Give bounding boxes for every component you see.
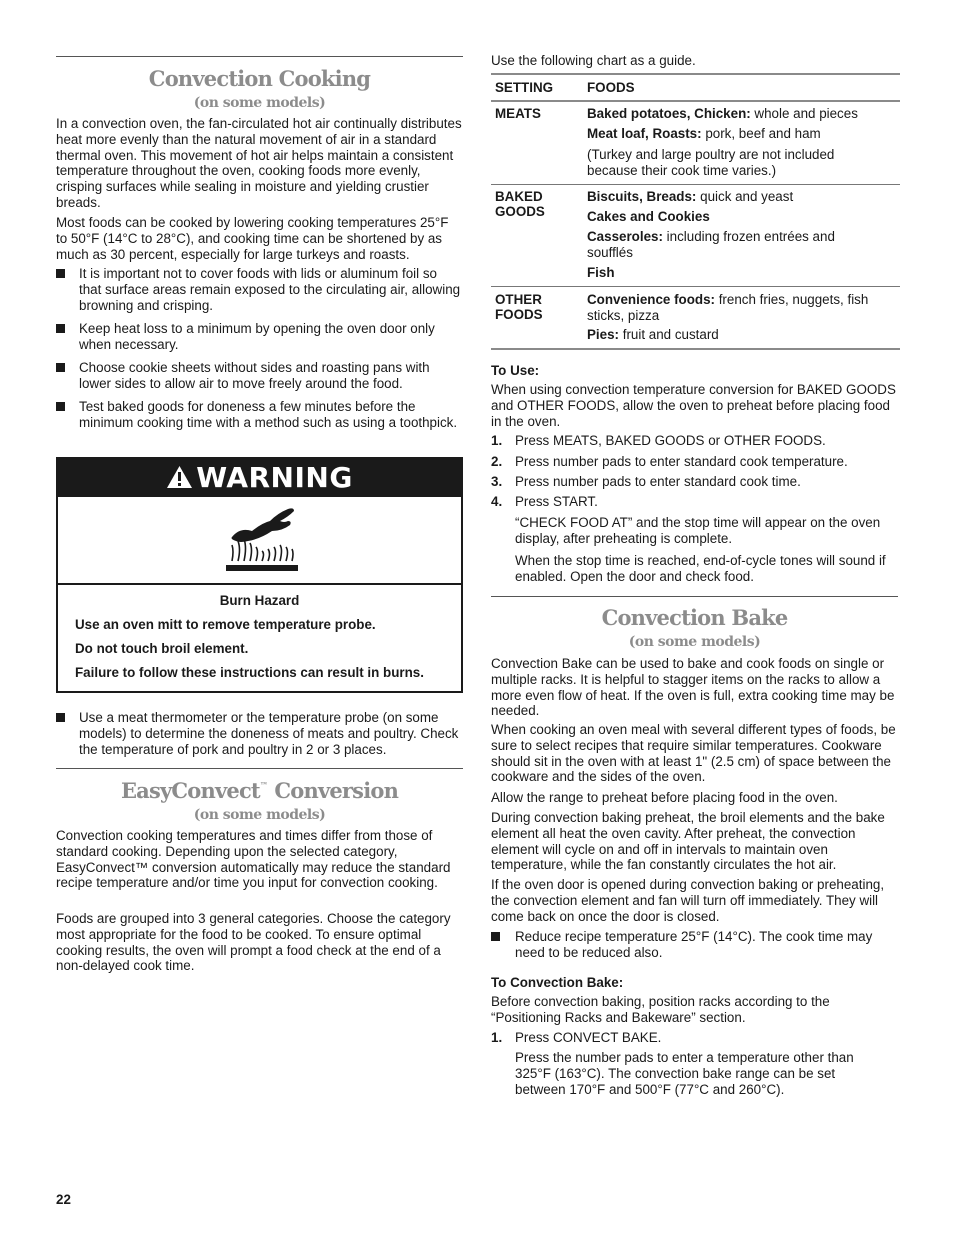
paragraph: Most foods can be cooked by lowering cooking temperatures 25°F to 50°F (14°C to 28°C), and cooking time can be shortened by as much as 30 percent, especially for large turkeys and roasts. <box>56 215 449 262</box>
food-detail: french fries, nuggets, fish sticks, pizza <box>587 292 869 323</box>
warning-pictogram-frame <box>58 497 461 585</box>
foods-item <box>587 126 899 142</box>
bullet-text: Test baked goods for doneness a few minutes before the minimum cooking time with a method such as using a toothpick. <box>79 399 458 430</box>
foods-item <box>587 147 877 179</box>
section-subtitle: (on some models) <box>628 634 761 650</box>
bullet-icon <box>56 360 66 370</box>
step-note: Press the number pads to enter a temperature other than 325°F (163°C). The convection bake range can be set between 170°F and 500°F (77°C and 260°C). <box>515 1050 854 1097</box>
section-subtitle: (on some models) <box>193 95 326 111</box>
hot-surface-hand-icon <box>222 507 302 573</box>
food-label: Baked potatoes, Chicken: <box>587 106 751 121</box>
foods-item <box>587 265 899 281</box>
food-label: Pies: <box>587 327 620 342</box>
foods-item <box>587 327 899 343</box>
page-number: 22 <box>56 1192 71 1207</box>
setting-cell: GOODS <box>495 204 545 219</box>
bullet-icon <box>56 266 66 276</box>
table-header-setting: SETTING <box>495 80 554 95</box>
food-label: Fish <box>587 265 615 280</box>
warning-triangle-icon <box>166 465 193 489</box>
paragraph: During convection baking preheat, the broil elements and the bake element all heat the oven cavity. After preheat, the convection element will cycle on and off in intervals to maintain oven temperature, while the fan constantly circulates the hot air. <box>491 810 885 873</box>
table-rule <box>491 286 900 287</box>
bullet-text: Use a meat thermometer or the temperature probe (on some models) to determine the doneness of meats and poultry. Check the temperature of pork and poultry in 2 or 3 places. <box>79 710 459 757</box>
paragraph: Before convection baking, position racks according to the “Positioning Racks and Bakeware” section. <box>491 994 830 1025</box>
warning-box <box>56 457 463 693</box>
foods-item <box>587 189 899 205</box>
section-rule <box>491 596 898 597</box>
table-bottom-rule <box>491 348 900 350</box>
setting-cell: FOODS <box>495 307 543 322</box>
bullet-text: Choose cookie sheets without sides and roasting pans with lower sides to allow air to move freely around the food. <box>79 360 430 391</box>
step-number: 4. <box>491 494 503 509</box>
food-detail: fruit and custard <box>619 327 719 342</box>
paragraph: Allow the range to preheat before placing food in the oven. <box>491 790 838 805</box>
table-rule <box>491 184 900 185</box>
bullet-icon <box>491 929 501 939</box>
table-rule <box>491 100 900 102</box>
section-title-convection-bake: Convection Bake <box>601 605 788 630</box>
step-text: Press CONVECT BAKE. <box>515 1030 662 1045</box>
step-text: Press MEATS, BAKED GOODS or OTHER FOODS. <box>515 433 826 448</box>
step-text: Press START. <box>515 494 598 509</box>
warning-word: WARNING <box>196 461 353 494</box>
bullet-text: Keep heat loss to a minimum by opening the oven door only when necessary. <box>79 321 435 352</box>
warning-line: Failure to follow these instructions can result in burns. <box>75 665 424 680</box>
table-header-foods: FOODS <box>587 80 635 95</box>
warning-line: Use an oven mitt to remove temperature probe. <box>75 617 376 632</box>
step-number: 2. <box>491 454 503 469</box>
foods-item <box>587 292 899 324</box>
step-number: 3. <box>491 474 503 489</box>
setting-cell: OTHER <box>495 292 542 307</box>
warning-line: Do not touch broil element. <box>75 641 249 656</box>
top-rule-left <box>56 56 463 57</box>
setting-cell: BAKED <box>495 189 543 204</box>
section-title-convection-cooking: Convection Cooking <box>148 66 371 91</box>
to-use-heading: To Use: <box>491 363 540 378</box>
food-label: Cakes and Cookies <box>587 209 710 224</box>
step-text: Press number pads to enter standard cook time. <box>515 474 801 489</box>
paragraph: Convection Bake can be used to bake and cook foods on single or multiple racks. It is helpful to stagger items on the racks to allow a more even flow of heat. If the oven is full, extra cooking time may be needed. <box>491 656 895 719</box>
food-label: Biscuits, Breads: <box>587 189 697 204</box>
food-detail: whole and pieces <box>750 106 858 121</box>
section-title-easyconvect <box>56 779 463 803</box>
paragraph: Foods are grouped into 3 general categories. Choose the category most appropriate for the food to be cooked. To ensure optimal cooking results, the oven will prompt a food check at the end of a non-delayed cook time. <box>56 911 451 974</box>
section-subtitle: (on some models) <box>193 807 326 823</box>
table-top-rule <box>491 73 900 75</box>
trademark: ™ <box>259 780 268 790</box>
step-note: When the stop time is reached, end-of-cycle tones will sound if enabled. Open the door and check food. <box>515 553 886 584</box>
bullet-icon <box>56 321 66 331</box>
paragraph: In a convection oven, the fan-circulated hot air continually distributes heat more evenly than the natural movement of air in a standard thermal oven. This movement of hot air helps maintain a consistent temperature throughout the oven, cooking foods more evenly, crisping surfaces while sealing in moisture and yielding crustier breads. <box>56 116 462 210</box>
foods-item <box>587 106 899 122</box>
warning-heading <box>58 461 461 495</box>
food-label: Meat loaf, Roasts: <box>587 126 702 141</box>
bullet-icon <box>56 399 66 409</box>
food-detail: (Turkey and large poultry are not included because their cook time varies.) <box>587 147 835 178</box>
foods-item <box>587 209 899 225</box>
paragraph: If the oven door is opened during convection baking or preheating, the convection element and fan will turn off immediately. They will come back on once the door is closed. <box>491 877 885 924</box>
step-number: 1. <box>491 1030 503 1045</box>
foods-item <box>587 229 862 261</box>
chart-intro: Use the following chart as a guide. <box>491 53 696 68</box>
title-part: Conversion <box>267 778 399 803</box>
warning-header <box>58 459 461 497</box>
title-part: EasyConvect <box>120 778 260 803</box>
bullet-text: Reduce recipe temperature 25°F (14°C). The cook time may need to be reduced also. <box>515 929 873 960</box>
food-label: Convenience foods: <box>587 292 715 307</box>
paragraph: When cooking an oven meal with several different types of foods, be sure to select recipes that require similar temperatures. Cookware should sit in the oven with at least 1" (2.5 cm) of space between the cookware and the sides of the oven. <box>491 722 896 785</box>
hazard-title: Burn Hazard <box>219 593 300 608</box>
step-text: Press number pads to enter standard cook temperature. <box>515 454 848 469</box>
step-note: “CHECK FOOD AT” and the stop time will appear on the oven display, after preheating is complete. <box>515 515 881 546</box>
to-convection-bake-heading: To Convection Bake: <box>491 975 624 990</box>
setting-cell: MEATS <box>495 106 541 121</box>
section-rule <box>56 768 463 769</box>
food-detail: quick and yeast <box>696 189 794 204</box>
food-label: Casseroles: <box>587 229 663 244</box>
bullet-icon <box>56 710 66 720</box>
paragraph: Convection cooking temperatures and times differ from those of standard cooking. Depending upon the selected category, EasyConvect™ conversion automatically may reduce the standard recipe temperature and/or time you input for convection cooking. <box>56 828 451 891</box>
food-detail: pork, beef and ham <box>701 126 821 141</box>
food-detail: including frozen entrées and soufflés <box>587 229 835 260</box>
bullet-text: It is important not to cover foods with lids or aluminum foil so that surface areas remain exposed to the circulating air, allowing browning and crisping. <box>79 266 461 313</box>
paragraph: When using convection temperature conversion for BAKED GOODS and OTHER FOODS, allow the oven to preheat before placing food in the oven. <box>491 382 896 429</box>
step-number: 1. <box>491 433 503 448</box>
